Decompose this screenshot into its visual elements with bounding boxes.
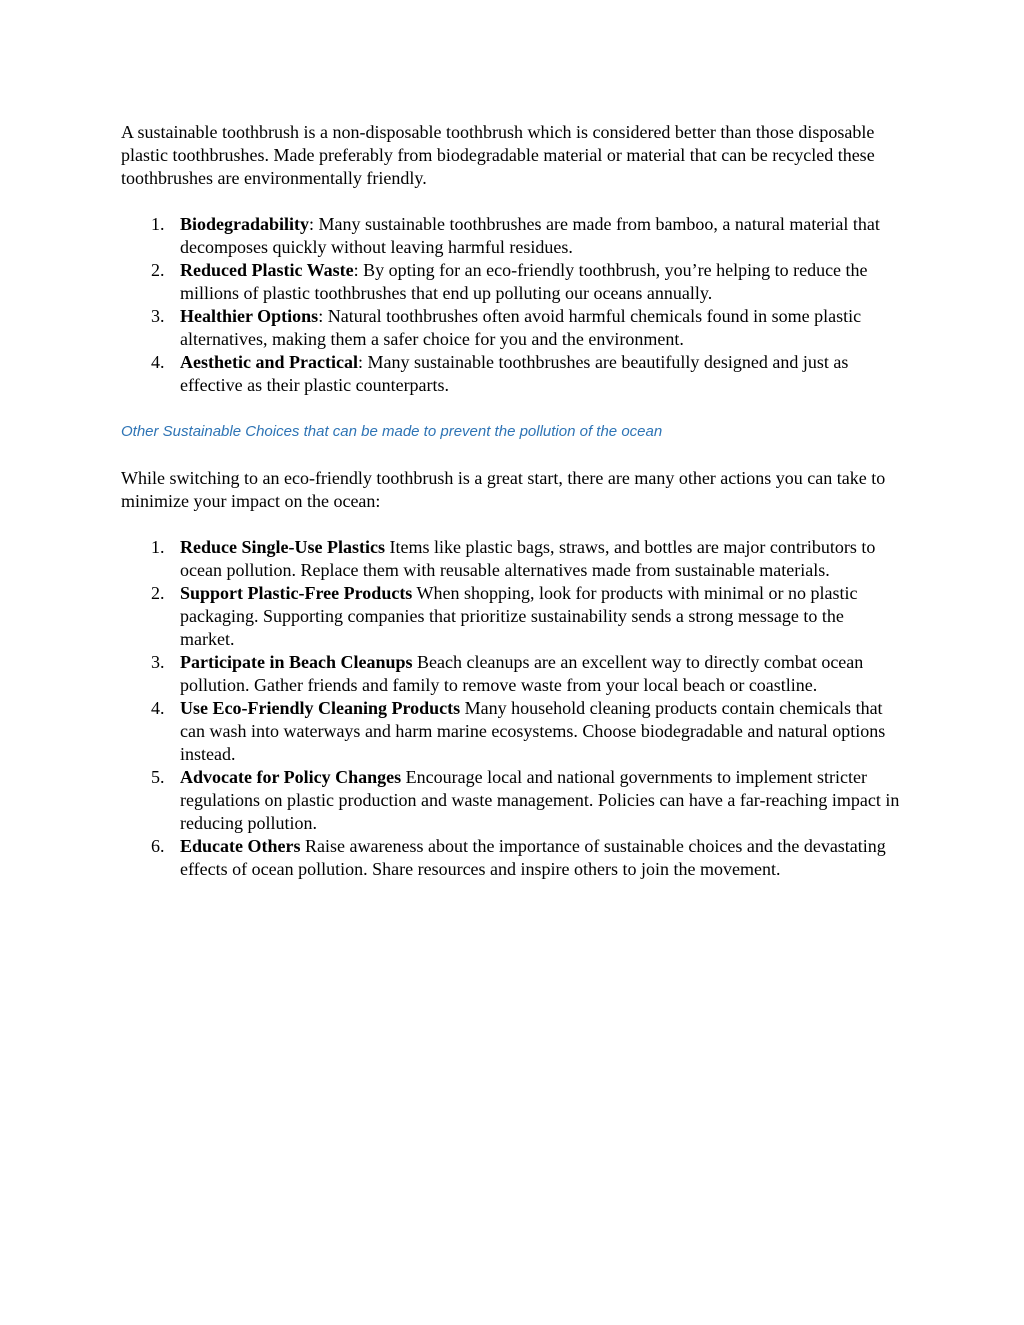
list-number: 4. <box>151 698 165 718</box>
list-item-text: Many sustainable toothbrushes are beautifully designed and just as effective as their plastic counterparts. <box>180 352 849 395</box>
list-item <box>121 582 901 651</box>
list-item-text: Natural toothbrushes often avoid harmful chemicals found in some plastic alternatives, making them a safer choice for you and the environment. <box>180 306 862 349</box>
list-item-title: Reduced Plastic Waste <box>180 260 354 280</box>
list-item-title: Reduce Single-Use Plastics <box>180 537 385 557</box>
list-item <box>121 536 901 582</box>
list-item-separator: : <box>309 214 319 234</box>
document-page <box>121 121 901 881</box>
list-item-separator: : <box>357 352 368 372</box>
section-subheading: Other Sustainable Choices that can be made to prevent the pollution of the ocean <box>121 423 663 440</box>
list-item <box>121 835 901 881</box>
list-item <box>121 259 901 305</box>
list-item-text: Encourage local and national governments to implement stricter regulations on plastic production and waste management. Policies can have a far-reaching impact in reducing pollution. <box>180 767 900 833</box>
list-item-separator: : <box>318 306 328 326</box>
list-number: 3. <box>151 306 165 326</box>
list-item-separator: : <box>353 260 364 280</box>
list-number: 6. <box>151 836 165 856</box>
list-item <box>121 351 901 397</box>
list-item-text: When shopping, look for products with minimal or no plastic packaging. Supporting companies that prioritize sustainability sends a strong message to the market. <box>180 583 858 649</box>
choices-list <box>121 536 901 881</box>
list-item-title: Use Eco-Friendly Cleaning Products <box>180 698 461 718</box>
list-item-text: Raise awareness about the importance of sustainable choices and the devastating effects of ocean pollution. Share resources and inspire others to join the movement. <box>180 836 886 879</box>
list-item <box>121 697 901 766</box>
list-item-title: Support Plastic-Free Products <box>180 583 413 603</box>
list-item-title: Aesthetic and Practical <box>180 352 358 372</box>
list-item <box>121 766 901 835</box>
list-item-text: Items like plastic bags, straws, and bottles are major contributors to ocean pollution. Replace them with reusable alternatives made from sustainable materials. <box>180 537 876 580</box>
list-item-text: By opting for an eco-friendly toothbrush, you’re helping to reduce the millions of plastic toothbrushes that end up polluting our oceans annually. <box>180 260 868 303</box>
choices-intro-paragraph: While switching to an eco-friendly toothbrush is a great start, there are many other actions you can take to minimize your impact on the ocean: <box>121 468 886 511</box>
benefits-list <box>121 213 901 397</box>
list-item <box>121 651 901 697</box>
list-number: 3. <box>151 652 165 672</box>
list-number: 1. <box>151 214 165 234</box>
list-number: 5. <box>151 767 165 787</box>
list-item-title: Participate in Beach Cleanups <box>180 652 413 672</box>
intro-paragraph: A sustainable toothbrush is a non-disposable toothbrush which is considered better than those disposable plastic toothbrushes. Made preferably from biodegradable material or material that can be recycled these toothbrushes are environmentally friendly. <box>121 122 875 188</box>
list-item-text: Beach cleanups are an excellent way to directly combat ocean pollution. Gather friends and family to remove waste from your local beach or coastline. <box>180 652 864 695</box>
list-number: 2. <box>151 583 165 603</box>
list-number: 1. <box>151 537 165 557</box>
list-item-text: Many sustainable toothbrushes are made from bamboo, a natural material that decomposes quickly without leaving harmful residues. <box>180 214 880 257</box>
list-item <box>121 213 901 259</box>
list-number: 2. <box>151 260 165 280</box>
list-item-text: Many household cleaning products contain chemicals that can wash into waterways and harm marine ecosystems. Choose biodegradable and natural options instead. <box>180 698 886 764</box>
list-item-title: Healthier Options <box>180 306 319 326</box>
list-item-title: Educate Others <box>180 836 301 856</box>
list-item-title: Biodegradability <box>180 214 310 234</box>
list-item-title: Advocate for Policy Changes <box>180 767 402 787</box>
list-number: 4. <box>151 352 165 372</box>
list-item <box>121 305 901 351</box>
